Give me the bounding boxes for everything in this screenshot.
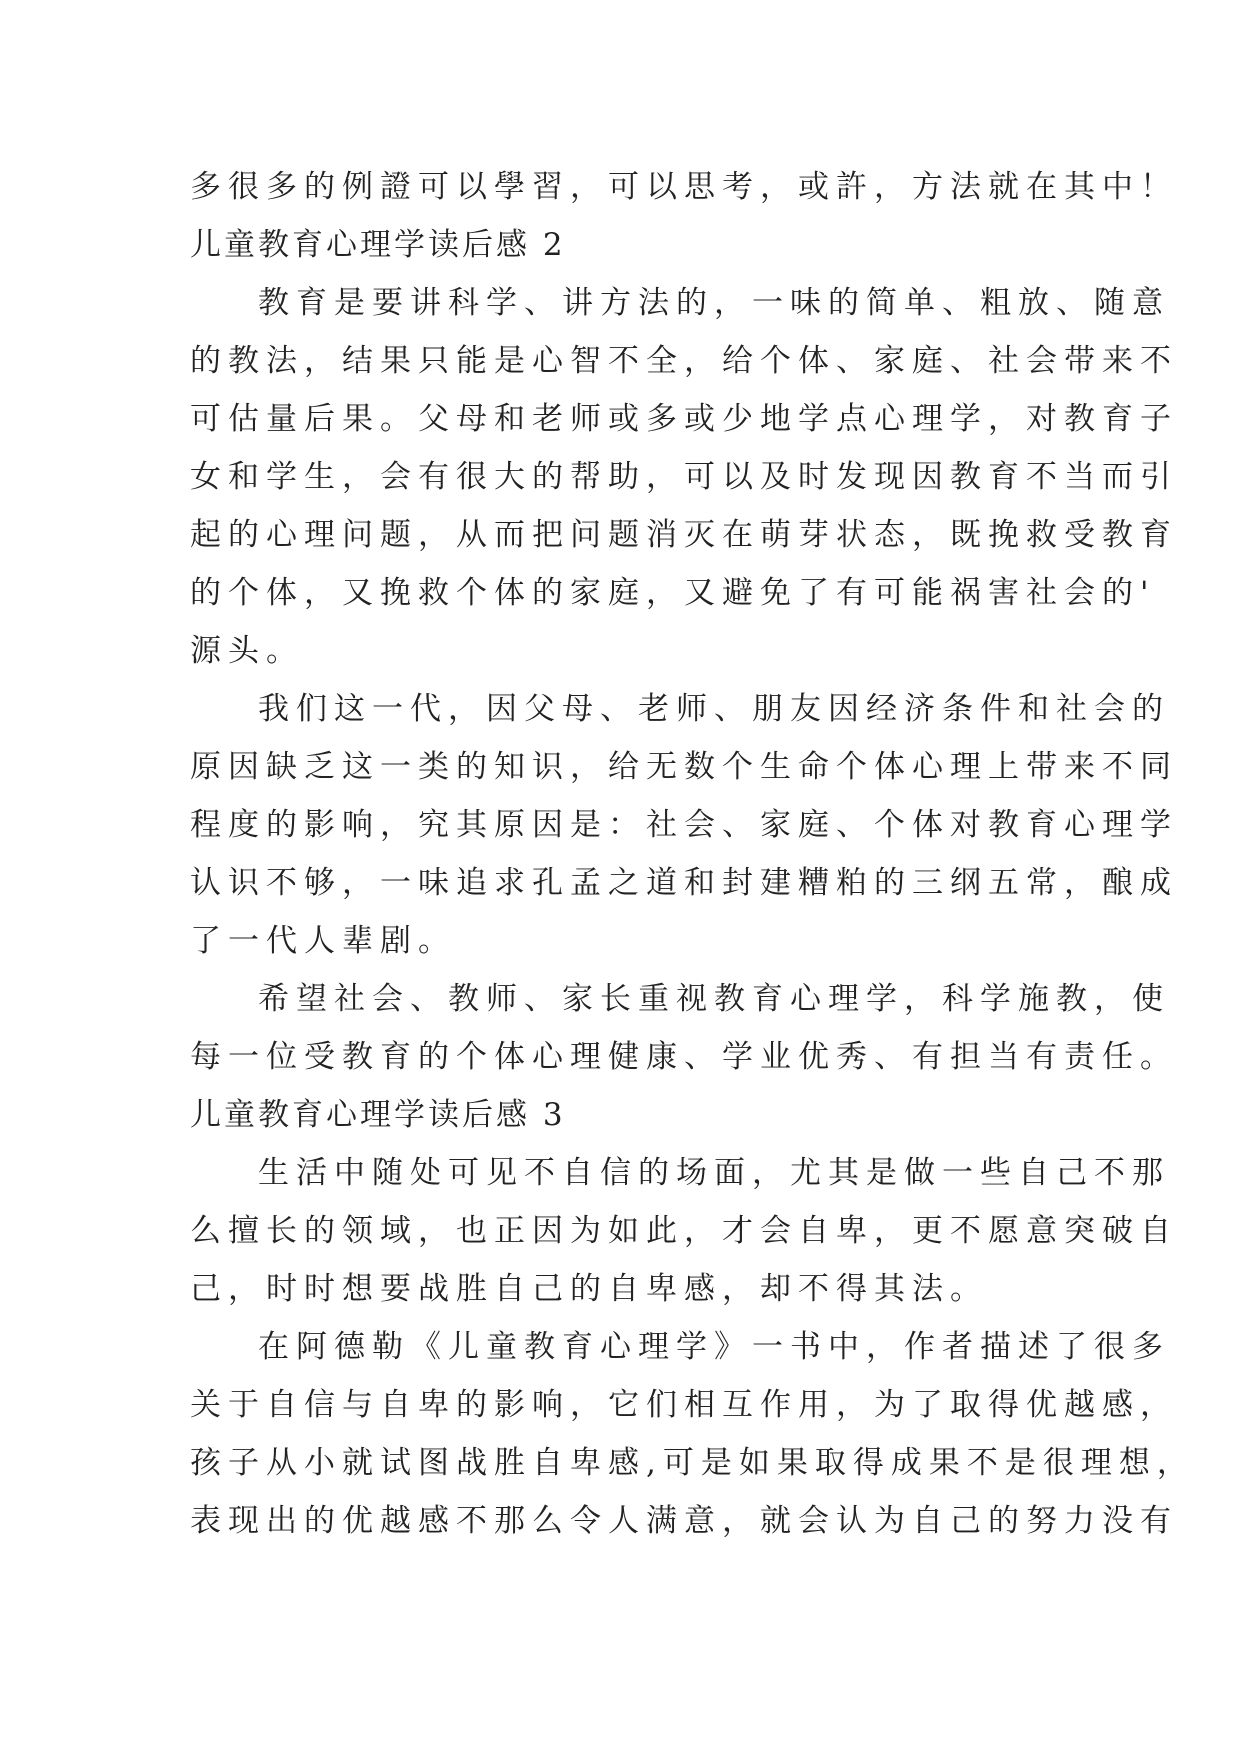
section-heading: 儿童教育心理学读后感 2 — [190, 227, 566, 263]
text-line: 的个体，又挽救个体的家庭，又避免了有可能祸害社会的' — [190, 575, 1156, 611]
text-line: 多很多的例證可以學習，可以思考，或許，方法就在其中！ — [190, 169, 1178, 205]
text-line: 每一位受教育的个体心理健康、学业优秀、有担当有责任。 — [190, 1039, 1178, 1075]
paragraph-first-line: 生活中随处可见不自信的场面，尤其是做一些自己不那 — [258, 1155, 1170, 1191]
text-line: 的教法，结果只能是心智不全，给个体、家庭、社会带来不 — [190, 343, 1178, 379]
paragraph-first-line: 教育是要讲科学、讲方法的，一味的简单、粗放、随意 — [258, 285, 1170, 321]
text-line: 源头。 — [190, 633, 304, 669]
paragraph-first-line: 在阿德勒《儿童教育心理学》一书中，作者描述了很多 — [258, 1329, 1170, 1365]
text-line: 么擅长的领域，也正因为如此，才会自卑，更不愿意突破自 — [190, 1213, 1178, 1249]
text-line: 孩子从小就试图战胜自卑感,可是如果取得成果不是很理想， — [190, 1445, 1195, 1481]
text-line: 己，时时想要战胜自己的自卑感，却不得其法。 — [190, 1271, 988, 1307]
paragraph-first-line: 希望社会、教师、家长重视教育心理学，科学施教，使 — [258, 981, 1170, 1017]
paragraph-first-line: 我们这一代，因父母、老师、朋友因经济条件和社会的 — [258, 691, 1170, 727]
text-line: 表现出的优越感不那么令人满意，就会认为自己的努力没有 — [190, 1503, 1178, 1539]
document-page — [190, 158, 1195, 1550]
text-line: 可估量后果。父母和老师或多或少地学点心理学，对教育子 — [190, 401, 1178, 437]
text-line: 了一代人辈剧。 — [190, 923, 456, 959]
section-heading: 儿童教育心理学读后感 3 — [190, 1097, 566, 1133]
text-line: 认识不够，一味追求孔孟之道和封建糟粕的三纲五常，酿成 — [190, 865, 1178, 901]
text-line: 程度的影响，究其原因是：社会、家庭、个体对教育心理学 — [190, 807, 1178, 843]
text-line: 原因缺乏这一类的知识，给无数个生命个体心理上带来不同 — [190, 749, 1178, 785]
text-line: 起的心理问题，从而把问题消灭在萌芽状态，既挽救受教育 — [190, 517, 1178, 553]
text-line: 女和学生，会有很大的帮助，可以及时发现因教育不当而引 — [190, 459, 1178, 495]
text-line: 关于自信与自卑的影响，它们相互作用，为了取得优越感， — [190, 1387, 1178, 1423]
